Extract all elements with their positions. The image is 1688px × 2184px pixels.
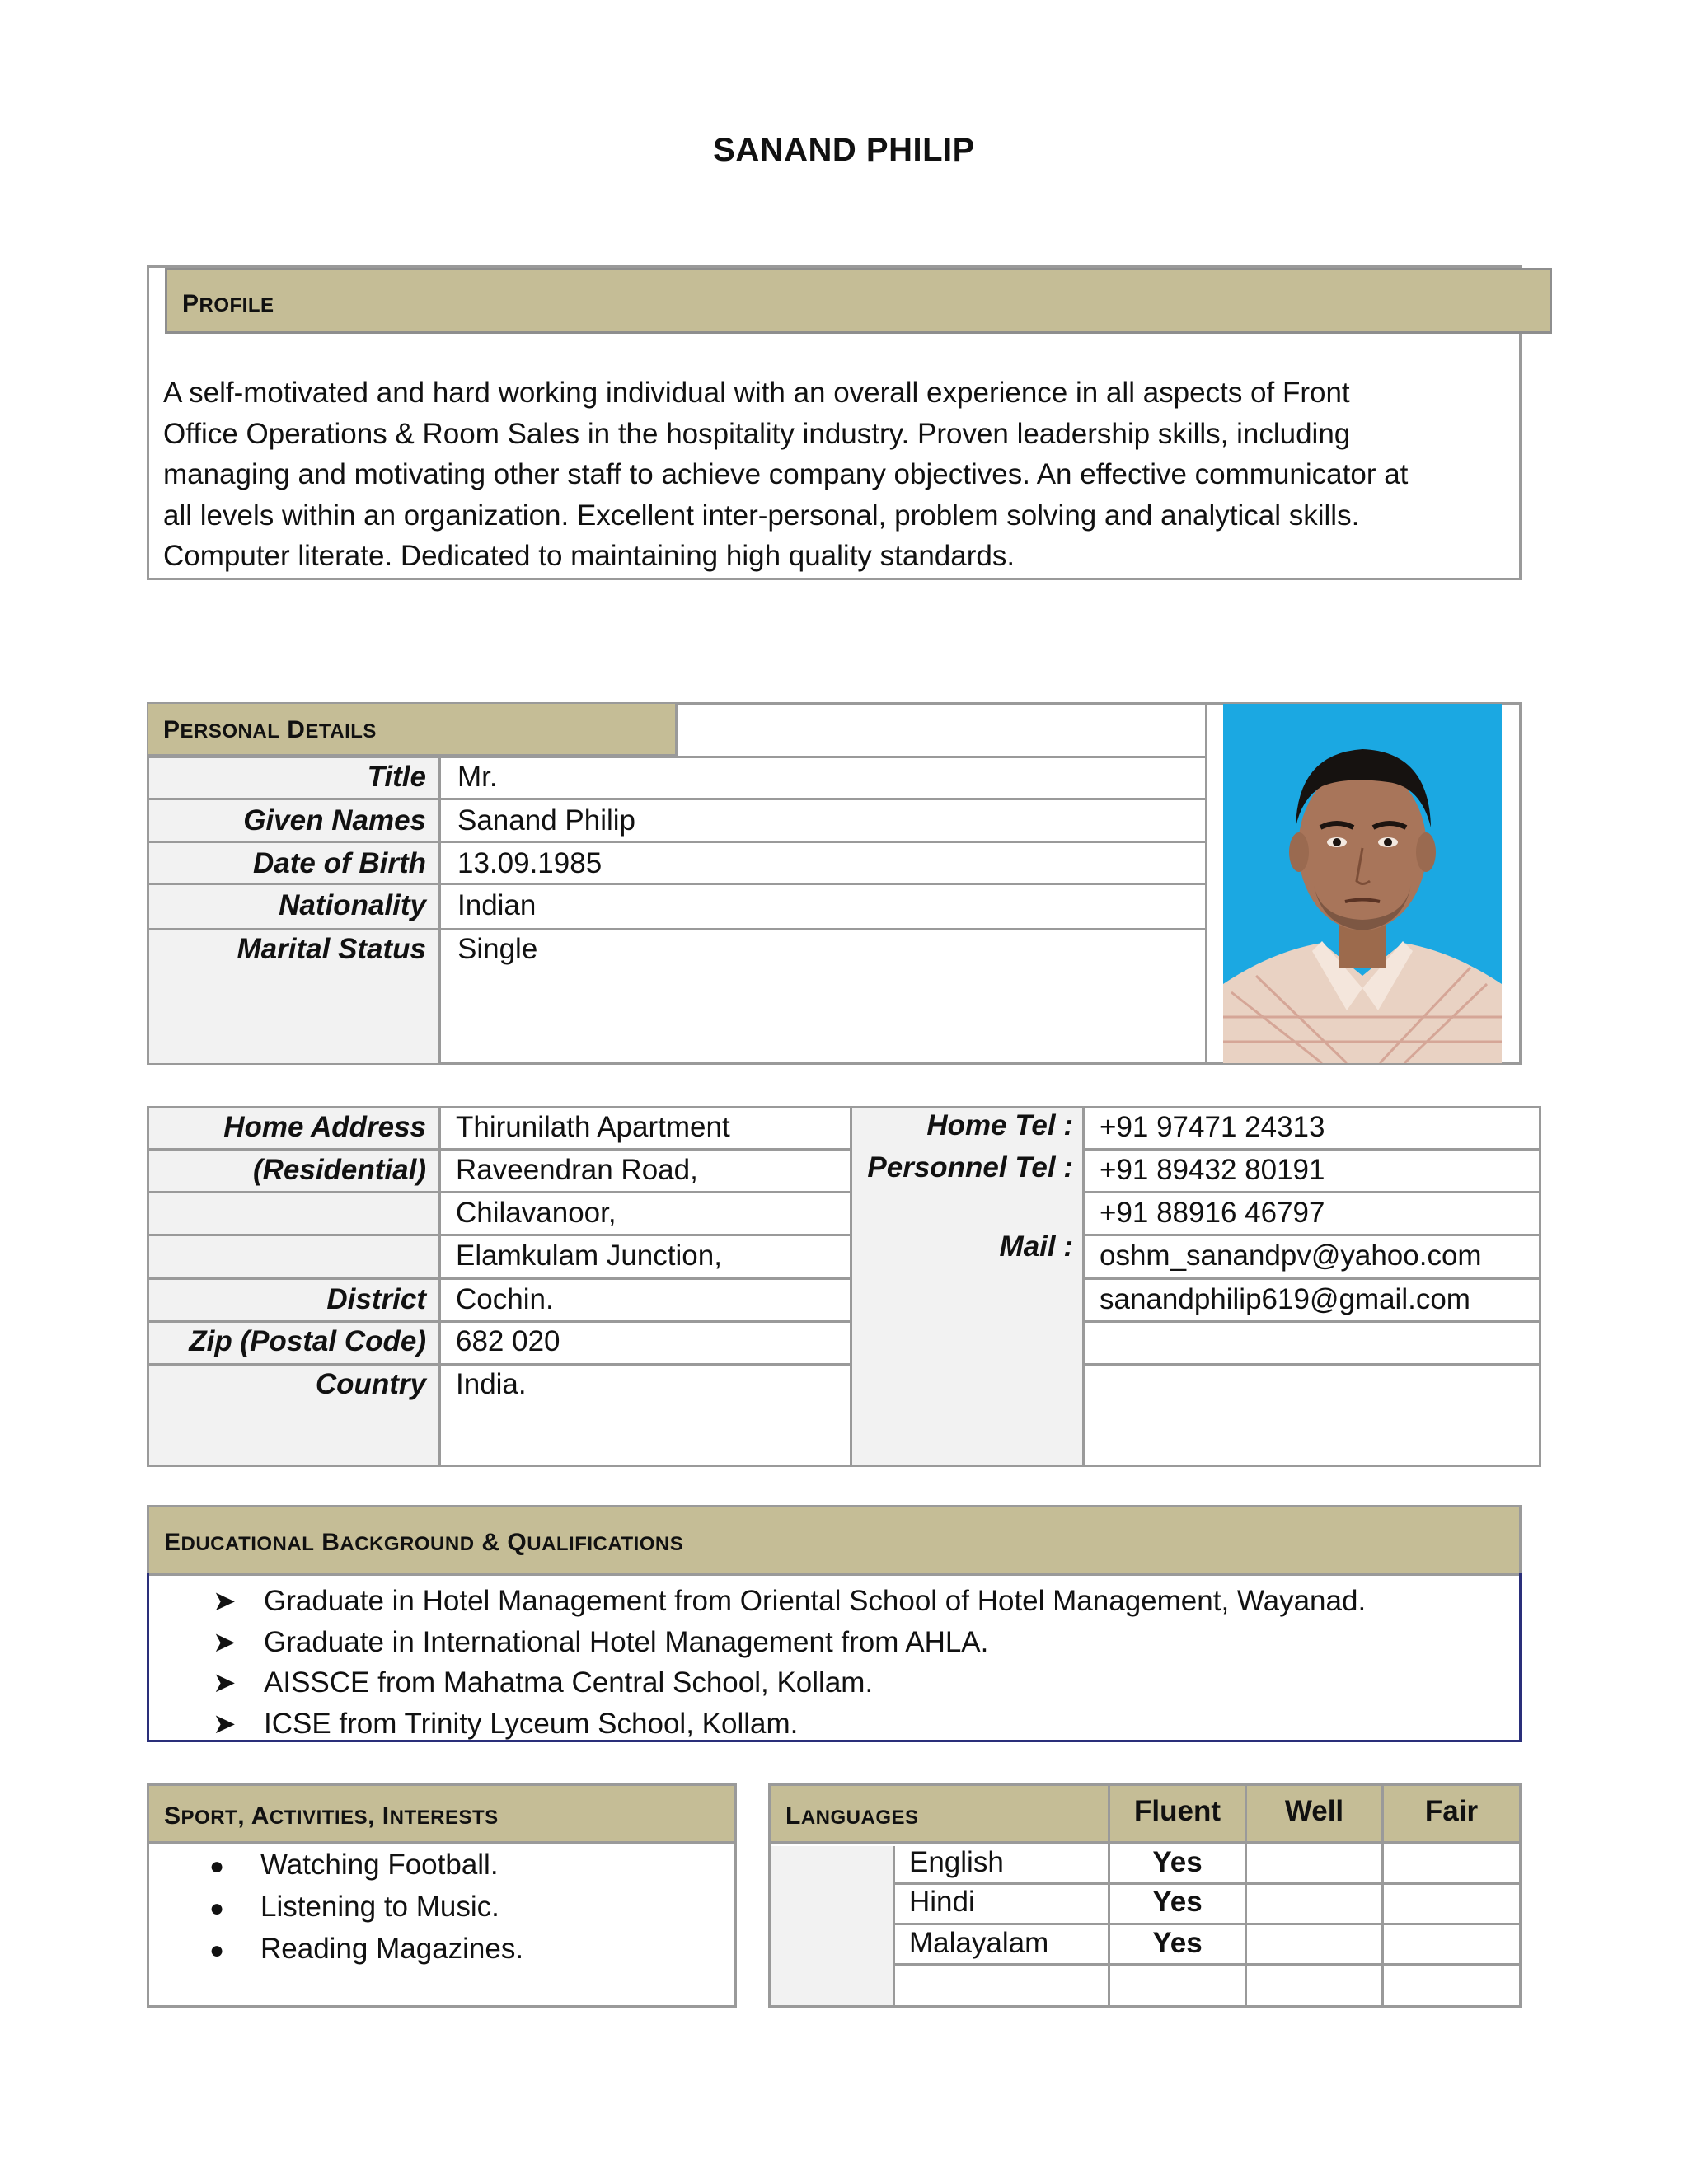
row-divider xyxy=(149,1191,850,1193)
bullet-icon: ● xyxy=(209,1937,225,1964)
label-nationality: Nationality xyxy=(279,889,426,921)
value-address-line: Elamkulam Junction, xyxy=(456,1240,722,1272)
row-divider xyxy=(149,1363,850,1366)
education-list xyxy=(213,1581,1498,1744)
sports-header-label: SPORT, ACTIVITIES, INTERESTS xyxy=(164,1802,499,1830)
row-divider xyxy=(1085,1234,1539,1236)
profile-photo xyxy=(1223,704,1502,1063)
label-mail: Mail : xyxy=(999,1230,1073,1263)
list-item xyxy=(213,1622,1498,1663)
bullet-icon: ● xyxy=(209,1853,225,1880)
row-divider xyxy=(149,841,1206,843)
column-divider xyxy=(893,1846,895,2005)
value-nationality: Indian xyxy=(457,889,537,921)
education-header-label: EDUCATIONAL BACKGROUND & QUALIFICATIONS xyxy=(164,1529,684,1556)
language-fluent-value: Yes xyxy=(1152,1886,1203,1918)
value-country: India. xyxy=(456,1368,527,1400)
list-item xyxy=(209,1886,720,1928)
profile-line: Computer literate. Dedicated to maintaining high quality standards. xyxy=(163,540,1015,572)
label-date-of-birth: Date of Birth xyxy=(253,847,426,879)
home-tel-value: +91 97471 24313 xyxy=(1100,1111,1325,1143)
column-header-fluent: Fluent xyxy=(1134,1795,1221,1827)
row-divider xyxy=(1085,1148,1539,1151)
interest-text: Watching Football. xyxy=(260,1849,499,1881)
value-district: Cochin. xyxy=(456,1283,554,1315)
label-zip: Zip (Postal Code) xyxy=(189,1325,426,1357)
column-header-well: Well xyxy=(1284,1795,1344,1827)
education-header xyxy=(147,1505,1522,1576)
row-divider xyxy=(149,1148,850,1151)
languages-header-label: LANGUAGES xyxy=(785,1802,919,1830)
row-divider xyxy=(149,756,1206,758)
profile-line: managing and motivating other staff to achieve company objectives. An effective communicator at xyxy=(163,458,1409,490)
label-marital-status: Marital Status xyxy=(237,933,426,965)
candidate-name: SANAND PHILIP xyxy=(713,132,975,168)
value-address-line: Thirunilath Apartment xyxy=(456,1111,730,1143)
value-zip: 682 020 xyxy=(456,1325,560,1357)
profile-line: A self-motivated and hard working individual with an overall experience in all aspects of Front xyxy=(163,377,1350,409)
list-item xyxy=(209,1928,720,1970)
personnel-tel-value: +91 88916 46797 xyxy=(1100,1197,1325,1229)
arrow-bullet-icon: ➤ xyxy=(213,1626,237,1658)
arrow-bullet-icon: ➤ xyxy=(213,1586,237,1617)
education-item-text: ICSE from Trinity Lyceum School, Kollam. xyxy=(264,1707,799,1740)
profile-line: Office Operations & Room Sales in the hospitality industry. Proven leadership skills, including xyxy=(163,417,1351,450)
column-divider xyxy=(1082,1108,1085,1465)
row-divider xyxy=(895,1882,1519,1885)
portrait-image xyxy=(1223,704,1502,1063)
bullet-icon: ● xyxy=(209,1895,225,1922)
row-divider xyxy=(895,1923,1519,1925)
label-country: Country xyxy=(315,1368,426,1400)
language-name: Malayalam xyxy=(909,1927,1049,1959)
value-given-names: Sanand Philip xyxy=(457,804,635,837)
value-marital-status: Single xyxy=(457,933,538,965)
email-value[interactable]: sanandphilip619@gmail.com xyxy=(1100,1283,1470,1315)
list-item xyxy=(209,1844,720,1886)
arrow-bullet-icon: ➤ xyxy=(213,1708,237,1740)
language-fluent-value: Yes xyxy=(1152,1846,1203,1878)
row-divider xyxy=(149,883,1206,885)
language-name: English xyxy=(909,1846,1004,1878)
value-address-line: Raveendran Road, xyxy=(456,1154,698,1186)
value-address-line: Chilavanoor, xyxy=(456,1197,617,1229)
languages-left-blank xyxy=(771,1846,893,2005)
column-divider xyxy=(438,1108,441,1465)
row-divider xyxy=(1085,1277,1539,1280)
label-personnel-tel: Personnel Tel : xyxy=(867,1151,1073,1183)
language-name: Hindi xyxy=(909,1886,975,1918)
row-divider xyxy=(149,1234,850,1236)
photo-divider xyxy=(1205,704,1207,1063)
row-divider xyxy=(149,928,1206,930)
row-divider xyxy=(149,798,1206,800)
row-divider xyxy=(1085,1320,1539,1323)
education-item-text: AISSCE from Mahatma Central School, Kollam. xyxy=(264,1666,874,1699)
arrow-bullet-icon: ➤ xyxy=(213,1667,237,1699)
personal-details-header xyxy=(148,704,678,757)
list-item xyxy=(213,1662,1498,1704)
email-value[interactable]: oshm_sanandpv@yahoo.com xyxy=(1100,1240,1482,1272)
profile-header-label: PROFILE xyxy=(182,290,274,317)
value-date-of-birth: 13.09.1985 xyxy=(457,847,603,879)
label-title: Title xyxy=(367,761,426,793)
profile-line: all levels within an organization. Excellent inter-personal, problem solving and analytical skills. xyxy=(163,499,1360,532)
label-district: District xyxy=(326,1283,426,1315)
language-fluent-value: Yes xyxy=(1152,1927,1203,1959)
education-item-text: Graduate in International Hotel Management from AHLA. xyxy=(264,1625,989,1658)
list-item xyxy=(213,1704,1498,1745)
row-divider xyxy=(149,1277,850,1280)
personal-details-header-label: PERSONAL DETAILS xyxy=(163,716,377,743)
label-residential: (Residential) xyxy=(252,1154,426,1186)
label-home-tel: Home Tel : xyxy=(926,1109,1073,1141)
interests-list xyxy=(209,1844,720,1970)
interest-text: Listening to Music. xyxy=(260,1891,499,1923)
row-divider xyxy=(895,1963,1519,1966)
value-title: Mr. xyxy=(457,761,498,793)
personnel-tel-value: +91 89432 80191 xyxy=(1100,1154,1325,1186)
label-home-address: Home Address xyxy=(223,1111,426,1143)
sports-header xyxy=(149,1786,734,1844)
profile-summary xyxy=(163,373,1515,577)
column-header-fair: Fair xyxy=(1424,1795,1479,1827)
interest-text: Reading Magazines. xyxy=(260,1933,524,1965)
row-divider xyxy=(1085,1363,1539,1366)
education-item-text: Graduate in Hotel Management from Oriental School of Hotel Management, Wayanad. xyxy=(264,1585,1367,1617)
label-given-names: Given Names xyxy=(243,804,426,837)
row-divider xyxy=(149,1320,850,1323)
list-item xyxy=(213,1581,1498,1622)
profile-header xyxy=(165,268,1552,334)
row-divider xyxy=(1085,1191,1539,1193)
